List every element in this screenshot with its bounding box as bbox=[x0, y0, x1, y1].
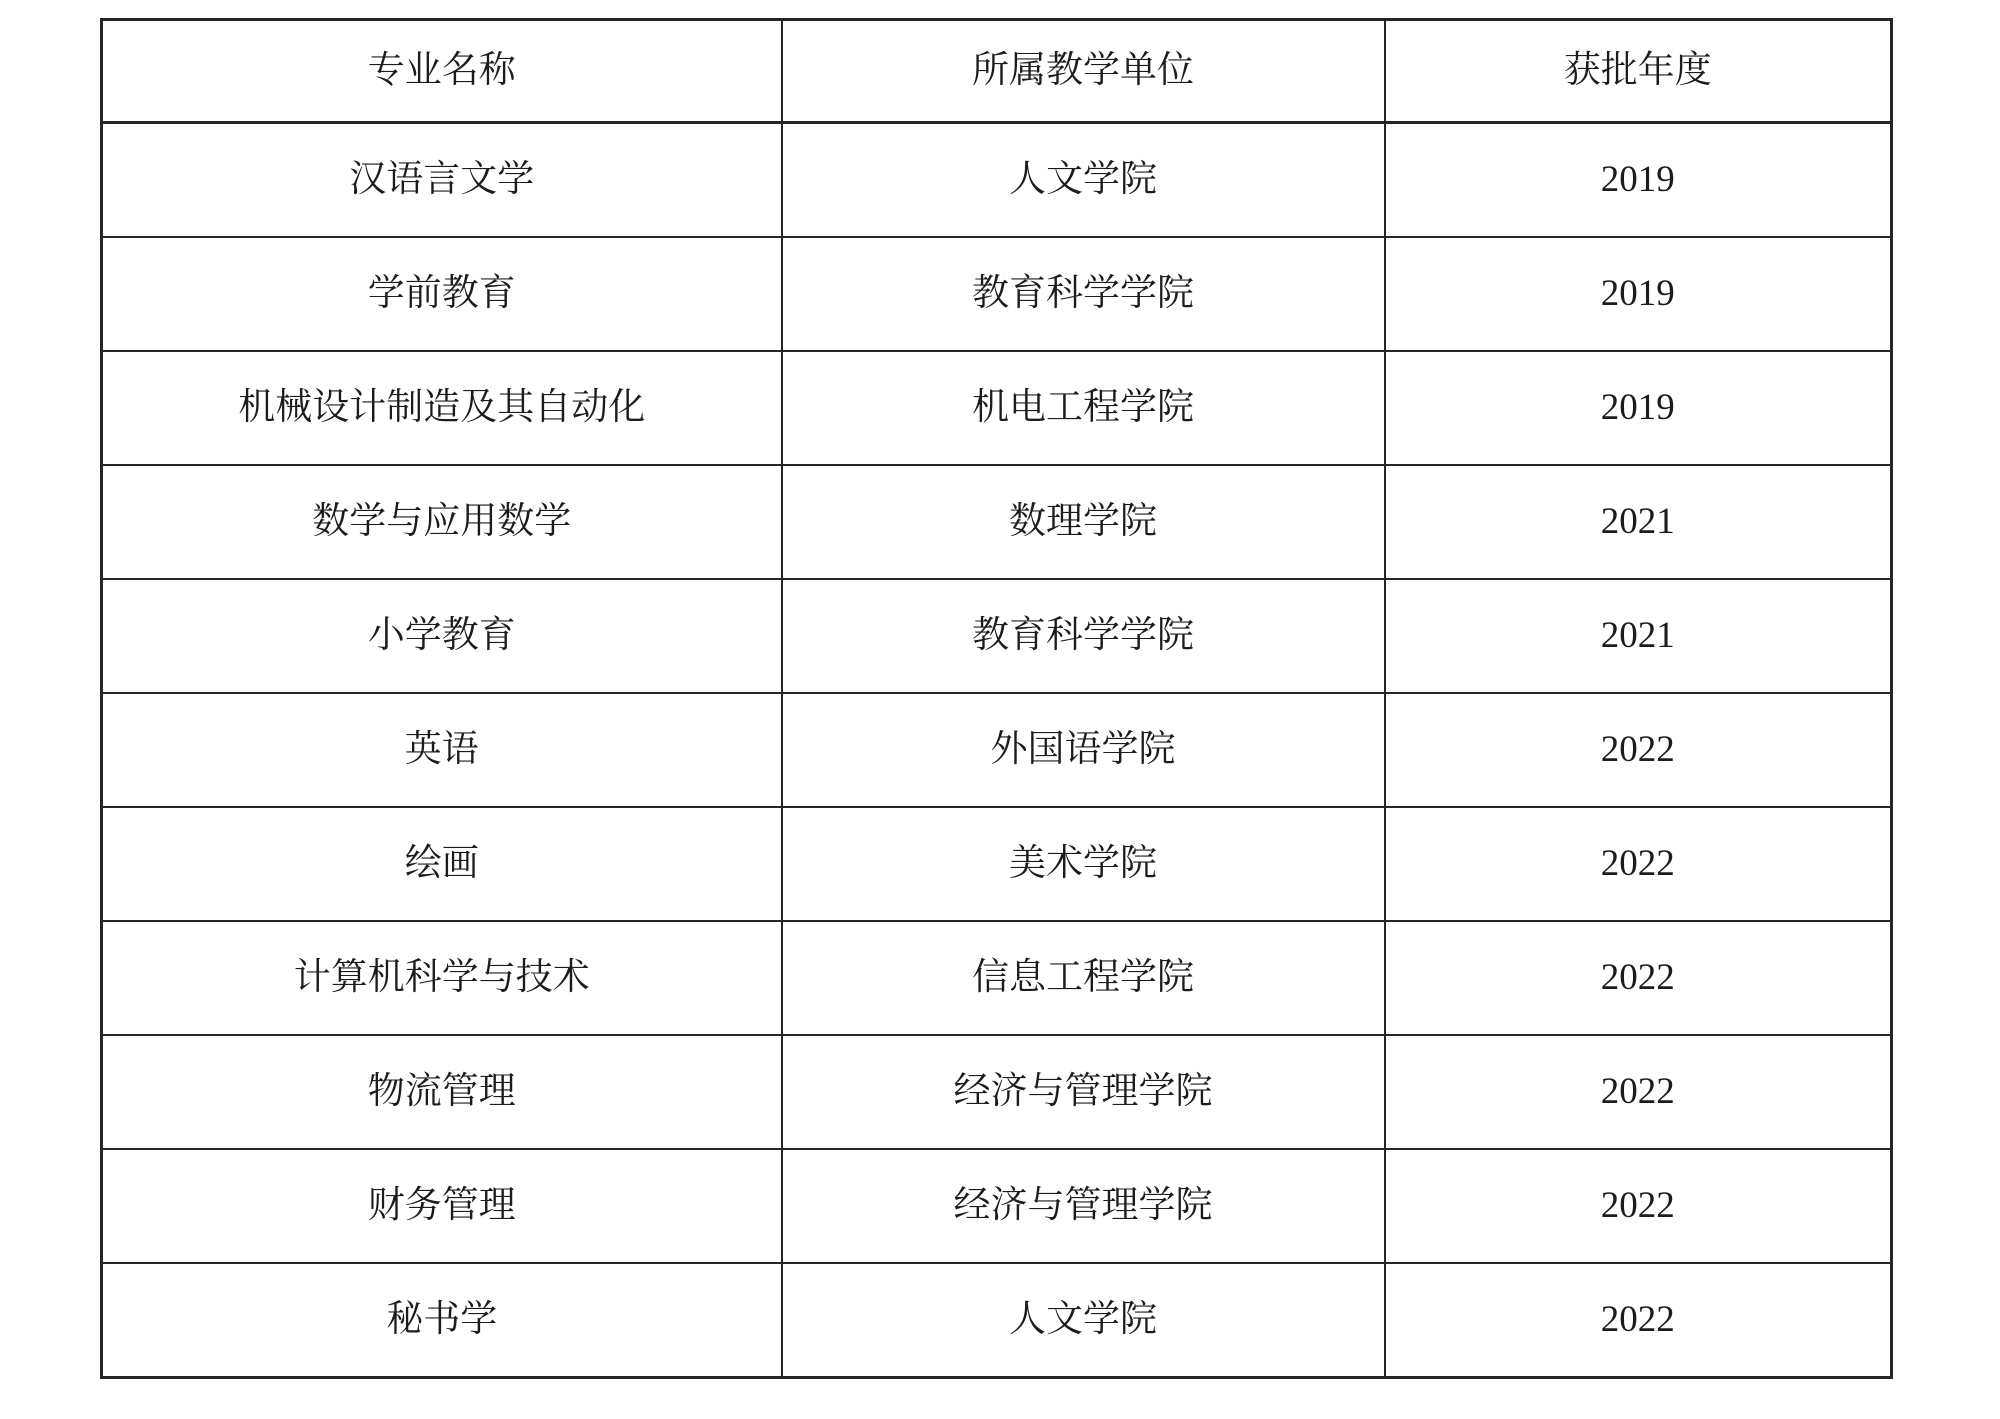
cell-year: 2019 bbox=[1385, 123, 1892, 238]
cell-unit: 教育科学学院 bbox=[782, 579, 1385, 693]
cell-unit: 教育科学学院 bbox=[782, 237, 1385, 351]
table-row bbox=[102, 921, 1892, 1035]
cell-major: 绘画 bbox=[102, 807, 782, 921]
table-row bbox=[102, 123, 1892, 238]
cell-unit: 人文学院 bbox=[782, 123, 1385, 238]
cell-unit: 经济与管理学院 bbox=[782, 1035, 1385, 1149]
cell-unit: 数理学院 bbox=[782, 465, 1385, 579]
cell-major: 汉语言文学 bbox=[102, 123, 782, 238]
table-row bbox=[102, 579, 1892, 693]
cell-major: 机械设计制造及其自动化 bbox=[102, 351, 782, 465]
cell-year: 2022 bbox=[1385, 807, 1892, 921]
table-row bbox=[102, 465, 1892, 579]
cell-year: 2022 bbox=[1385, 693, 1892, 807]
cell-year: 2022 bbox=[1385, 1149, 1892, 1263]
table-row bbox=[102, 1035, 1892, 1149]
table-row bbox=[102, 807, 1892, 921]
cell-unit: 外国语学院 bbox=[782, 693, 1385, 807]
cell-major: 英语 bbox=[102, 693, 782, 807]
cell-year: 2019 bbox=[1385, 237, 1892, 351]
table-header-row bbox=[102, 20, 1892, 123]
header-teaching-unit: 所属教学单位 bbox=[782, 20, 1385, 123]
cell-unit: 经济与管理学院 bbox=[782, 1149, 1385, 1263]
cell-year: 2022 bbox=[1385, 921, 1892, 1035]
cell-year: 2019 bbox=[1385, 351, 1892, 465]
cell-year: 2022 bbox=[1385, 1263, 1892, 1378]
cell-unit: 机电工程学院 bbox=[782, 351, 1385, 465]
cell-year: 2022 bbox=[1385, 1035, 1892, 1149]
table-row bbox=[102, 1149, 1892, 1263]
cell-year: 2021 bbox=[1385, 465, 1892, 579]
cell-unit: 信息工程学院 bbox=[782, 921, 1385, 1035]
cell-major: 数学与应用数学 bbox=[102, 465, 782, 579]
cell-major: 物流管理 bbox=[102, 1035, 782, 1149]
table-row bbox=[102, 693, 1892, 807]
cell-major: 财务管理 bbox=[102, 1149, 782, 1263]
cell-major: 计算机科学与技术 bbox=[102, 921, 782, 1035]
cell-major: 小学教育 bbox=[102, 579, 782, 693]
cell-year: 2021 bbox=[1385, 579, 1892, 693]
table-row bbox=[102, 351, 1892, 465]
cell-unit: 人文学院 bbox=[782, 1263, 1385, 1378]
cell-unit: 美术学院 bbox=[782, 807, 1385, 921]
majors-approval-table bbox=[100, 18, 1893, 1379]
header-approval-year: 获批年度 bbox=[1385, 20, 1892, 123]
header-major-name: 专业名称 bbox=[102, 20, 782, 123]
cell-major: 秘书学 bbox=[102, 1263, 782, 1378]
cell-major: 学前教育 bbox=[102, 237, 782, 351]
table-row bbox=[102, 1263, 1892, 1378]
table-row bbox=[102, 237, 1892, 351]
